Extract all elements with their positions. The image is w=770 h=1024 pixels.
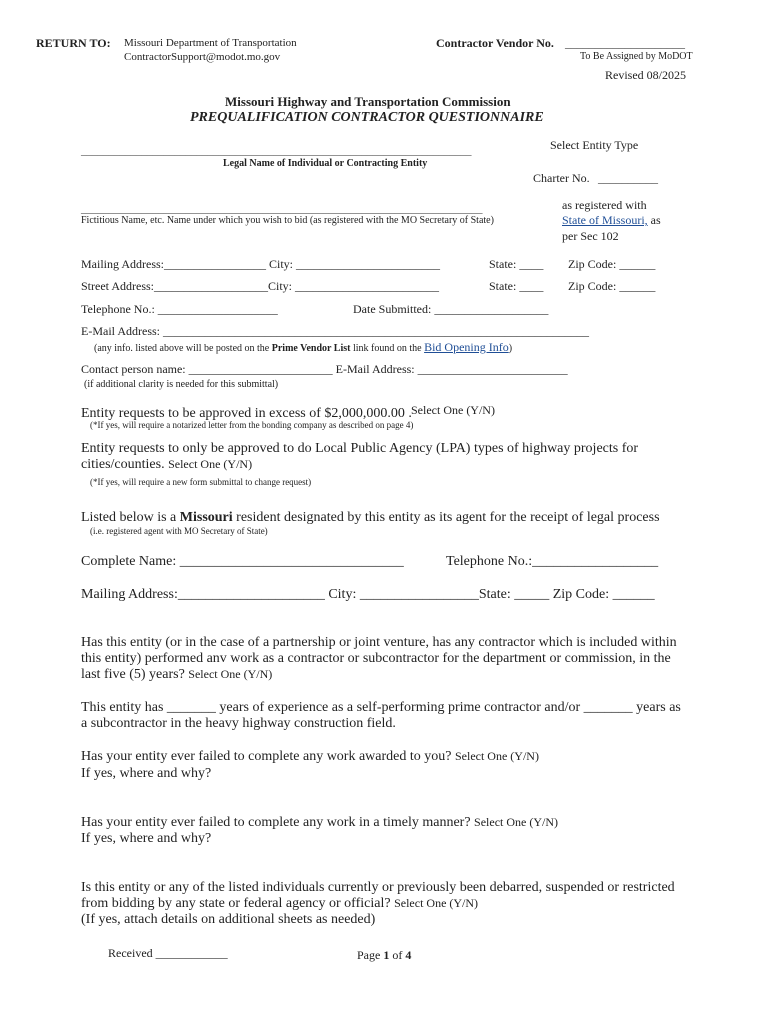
- experience-line1[interactable]: This entity has _______ years of experience as a self-performing prime contractor and/or _______ years as: [81, 700, 681, 715]
- agent-statement-bold: Missouri: [179, 510, 233, 525]
- page-number: [357, 949, 411, 963]
- debarred-question-text: from bidding by any state or federal agency or official?: [81, 896, 391, 911]
- return-to-email: ContractorSupport@modot.mo.gov: [124, 51, 281, 63]
- agent-note: (i.e. registered agent with MO Secretary of State): [90, 526, 268, 536]
- debarred-question-line1: Is this entity or any of the listed individuals currently or previously been debarred, suspended or restricted: [81, 880, 675, 895]
- registration-line: [562, 214, 661, 228]
- performed-select[interactable]: Select One (Y/N): [188, 667, 273, 681]
- mailing-zip-field[interactable]: Zip Code: ______: [568, 257, 656, 271]
- debarred-question-line3: (If yes, attach details on additional sheets as needed): [81, 912, 376, 927]
- lpa-note: (*If yes, will require a new form submittal to change request): [90, 477, 312, 487]
- failed-timely-question: [81, 815, 558, 831]
- experience-line2: a subcontractor in the heavy highway construction field.: [81, 716, 396, 731]
- prime-vendor-note-text: (any info. listed above will be posted on the: [94, 343, 272, 354]
- mailing-address-field[interactable]: Mailing Address:_________________ City: ________________________: [81, 257, 441, 271]
- performed-question-text: last five (5) years?: [81, 667, 185, 682]
- mailing-state-field[interactable]: State: ____: [489, 257, 544, 271]
- excess-select[interactable]: Select One (Y/N): [411, 403, 495, 417]
- per-sec-text: per Sec 102: [562, 229, 619, 243]
- prime-vendor-list-text: Prime Vendor List: [271, 343, 351, 354]
- lpa-question-line2: [81, 457, 252, 473]
- lpa-question-text: cities/counties.: [81, 457, 165, 472]
- page-total: 4: [405, 948, 412, 962]
- commission-title: Missouri Highway and Transportation Commission: [225, 94, 511, 109]
- lpa-select[interactable]: Select One (Y/N): [168, 457, 253, 471]
- fictitious-name-field[interactable]: _________________________________________________________________________: [81, 203, 483, 215]
- agent-statement: [81, 510, 660, 526]
- as-text: as: [650, 213, 661, 227]
- failed-complete-followup: If yes, where and why?: [81, 766, 212, 781]
- performed-question-line1: Has this entity (or in the case of a partnership or joint venture, has any contractor which is included within: [81, 635, 677, 650]
- lpa-question-line1: Entity requests to only be approved to do Local Public Agency (LPA) types of highway projects for: [81, 441, 639, 456]
- registered-with-text: as registered with: [562, 198, 647, 212]
- form-title: PREQUALIFICATION CONTRACTOR QUESTIONNAIRE: [190, 110, 544, 125]
- failed-timely-text: Has your entity ever failed to complete any work in a timely manner?: [81, 815, 471, 830]
- debarred-select[interactable]: Select One (Y/N): [394, 896, 479, 910]
- page-current: 1: [383, 948, 390, 962]
- page-prefix: Page: [357, 948, 384, 962]
- performed-question-line2: this entity) performed anv work as a contractor or subcontractor for the department or commission, in the: [81, 651, 671, 666]
- telephone-field[interactable]: Telephone No.: ____________________: [81, 302, 278, 316]
- vendor-no-note: To Be Assigned by MoDOT: [580, 51, 693, 62]
- debarred-question-line2: [81, 896, 478, 912]
- received-field[interactable]: Received ____________: [108, 946, 228, 960]
- agent-mailing-field[interactable]: Mailing Address:_____________________ City: _________________State: _____ Zip Code: ______: [81, 587, 655, 602]
- revised-date: Revised 08/2025: [605, 68, 686, 82]
- bid-opening-info-link[interactable]: Bid Opening Info: [424, 340, 509, 354]
- date-submitted-field[interactable]: Date Submitted: ___________________: [353, 302, 549, 316]
- failed-complete-question: [81, 749, 539, 765]
- excess-question: Entity requests to be approved in excess of $2,000,000.00 .: [81, 406, 412, 421]
- street-address-field[interactable]: Street Address:___________________City: ________________________: [81, 279, 439, 293]
- charter-field[interactable]: __________: [598, 171, 658, 185]
- vendor-no-label: Contractor Vendor No.: [436, 36, 554, 50]
- prime-vendor-note-mid: link found on the: [350, 343, 425, 354]
- legal-name-caption: Legal Name of Individual or Contracting Entity: [223, 158, 428, 169]
- return-to-agency: Missouri Department of Transportation: [124, 37, 297, 49]
- failed-timely-followup: If yes, where and why?: [81, 831, 212, 846]
- failed-complete-text: Has your entity ever failed to complete any work awarded to you?: [81, 749, 452, 764]
- email-field[interactable]: E-Mail Address: _______________________________________________________________________: [81, 324, 589, 338]
- agent-name-field[interactable]: Complete Name: ________________________________: [81, 554, 404, 569]
- failed-timely-select[interactable]: Select One (Y/N): [474, 815, 559, 829]
- page-of: of: [389, 948, 406, 962]
- street-zip-field[interactable]: Zip Code: ______: [568, 279, 656, 293]
- contact-person-field[interactable]: Contact person name: ________________________ E-Mail Address: _________________________: [81, 362, 568, 376]
- fictitious-name-caption: Fictitious Name, etc. Name under which you wish to bid (as registered with the MO Secretary of State): [81, 215, 494, 226]
- prime-vendor-note: [94, 341, 512, 355]
- charter-label: Charter No.: [533, 171, 590, 185]
- prime-vendor-note-end: ): [508, 343, 513, 354]
- vendor-no-field[interactable]: ____________________: [565, 36, 685, 50]
- legal-name-field[interactable]: _______________________________________________________________________: [81, 145, 472, 157]
- return-to-label: RETURN TO:: [36, 36, 111, 50]
- street-state-field[interactable]: State: ____: [489, 279, 544, 293]
- contact-note: (if additional clarity is needed for this submittal): [84, 379, 279, 390]
- performed-question-line3: [81, 667, 272, 683]
- excess-note: (*If yes, will require a notarized letter from the bonding company as described on page 4): [90, 420, 414, 430]
- select-entity-type[interactable]: Select Entity Type: [550, 138, 639, 152]
- state-of-missouri-link[interactable]: State of Missouri,: [562, 213, 648, 227]
- failed-complete-select[interactable]: Select One (Y/N): [454, 749, 539, 763]
- agent-statement-text: Listed below is a: [81, 510, 180, 525]
- agent-statement-rest: resident designated by this entity as its agent for the receipt of legal process: [232, 510, 660, 525]
- agent-phone-field[interactable]: Telephone No.:__________________: [446, 554, 659, 569]
